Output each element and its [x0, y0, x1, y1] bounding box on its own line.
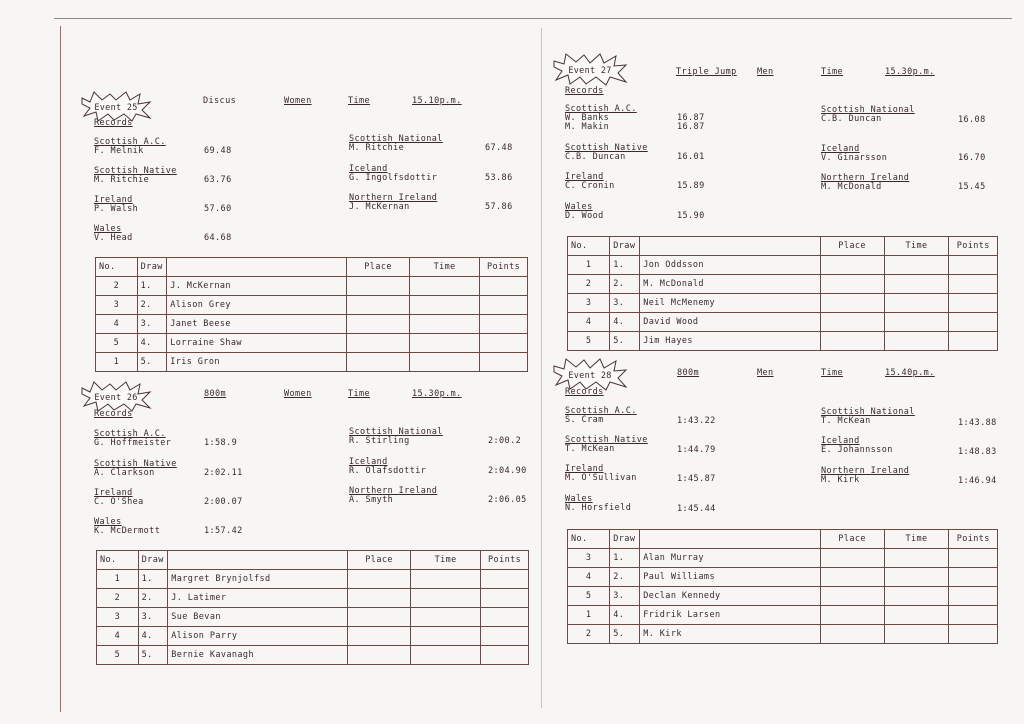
record-holder: M. Makin	[565, 122, 610, 132]
col-no: No.	[97, 551, 139, 570]
event-badge-label: Event 26	[94, 393, 138, 403]
record-value: 1:45.87	[677, 474, 716, 484]
place-cell[interactable]	[820, 606, 884, 625]
record-holder: M. O'Sullivan	[565, 473, 637, 483]
record-value: 1:58.9	[204, 438, 238, 448]
record-title: Scottish Native	[94, 459, 177, 469]
record-value: 1:45.44	[677, 504, 716, 514]
athlete-name: Lorraine Shaw	[167, 334, 347, 353]
points-cell[interactable]	[949, 606, 998, 625]
athlete-draw: 3.	[138, 608, 168, 627]
event-badge	[552, 357, 628, 391]
record-value: 53.86	[485, 173, 513, 183]
record-title: Northern Ireland	[821, 466, 910, 476]
table-row	[568, 294, 998, 313]
record-value: 69.48	[204, 146, 232, 156]
record-holder: C. O'Shea	[94, 497, 144, 507]
athlete-draw: 4.	[137, 334, 167, 353]
record-title: Iceland	[349, 457, 388, 467]
athlete-name: Bernie Kavanagh	[168, 646, 348, 665]
athlete-name: Alan Murray	[640, 549, 820, 568]
record-title: Wales	[94, 224, 122, 234]
table-header-row	[568, 530, 998, 549]
table-row	[97, 627, 529, 646]
record-value: 16.87	[677, 122, 705, 132]
record-value: 57.60	[204, 204, 232, 214]
time-cell[interactable]	[411, 627, 481, 646]
record-value: 15.45	[958, 182, 986, 192]
record-value: 16.70	[958, 153, 986, 163]
time-cell[interactable]	[884, 332, 949, 351]
points-cell[interactable]	[949, 549, 998, 568]
athlete-name: Iris Gron	[167, 353, 347, 372]
record-holder: K. McDermott	[94, 526, 161, 536]
record-title: Scottish A.C.	[565, 406, 637, 416]
athlete-draw: 3.	[137, 315, 167, 334]
record-title: Wales	[94, 517, 122, 527]
time-cell[interactable]	[410, 353, 480, 372]
col-place: Place	[820, 237, 884, 256]
athlete-draw: 5.	[137, 353, 167, 372]
time-cell[interactable]	[884, 606, 949, 625]
event-badge	[80, 380, 152, 412]
record-holder: F. Melnik	[94, 146, 144, 156]
table-row	[97, 589, 529, 608]
record-holder: M. Ritchie	[349, 143, 405, 153]
table-header-row	[568, 237, 998, 256]
record-value: 1:43.22	[677, 416, 716, 426]
table-row	[568, 256, 998, 275]
page-edge-top	[54, 18, 1012, 19]
col-place: Place	[347, 258, 410, 277]
place-cell[interactable]	[820, 313, 884, 332]
table-row	[568, 313, 998, 332]
record-holder: G. Hoffmeister	[94, 438, 172, 448]
col-name	[640, 530, 820, 549]
record-holder: C.B. Duncan	[565, 152, 626, 162]
records-heading: Records	[94, 118, 133, 128]
col-draw: Draw	[610, 237, 640, 256]
points-cell[interactable]	[480, 315, 528, 334]
place-cell[interactable]	[820, 332, 884, 351]
record-value: 1:46.94	[958, 476, 997, 486]
record-title: Scottish A.C.	[94, 429, 166, 439]
time-cell[interactable]	[884, 549, 949, 568]
record-holder: N. Horsfield	[565, 503, 632, 513]
record-value: 67.48	[485, 143, 513, 153]
record-holder: R. Stirling	[349, 436, 410, 446]
athlete-name: M. McDonald	[640, 275, 820, 294]
athlete-draw: 1.	[138, 570, 168, 589]
event-name: 800m	[204, 389, 227, 399]
athlete-draw: 4.	[138, 627, 168, 646]
athlete-draw: 4.	[610, 606, 640, 625]
athlete-no: 1	[568, 256, 610, 275]
col-points: Points	[949, 237, 998, 256]
athlete-draw: 2.	[610, 568, 640, 587]
col-draw: Draw	[138, 551, 168, 570]
place-cell[interactable]	[820, 275, 884, 294]
time-cell[interactable]	[411, 570, 481, 589]
time-cell[interactable]	[411, 646, 481, 665]
col-place: Place	[348, 551, 411, 570]
athlete-no: 2	[96, 277, 138, 296]
time-cell[interactable]	[410, 277, 480, 296]
athlete-no: 5	[96, 334, 138, 353]
record-holder: M. Kirk	[821, 475, 860, 485]
record-title: Iceland	[821, 436, 860, 446]
event-time: 15.10p.m.	[412, 96, 462, 106]
event-name: Discus	[203, 96, 237, 106]
table-row	[568, 332, 998, 351]
event-time-label: Time	[348, 389, 371, 399]
record-holder: W. Banks	[565, 113, 610, 123]
col-draw: Draw	[610, 530, 640, 549]
record-title: Northern Ireland	[349, 486, 438, 496]
time-cell[interactable]	[884, 294, 949, 313]
record-value: 1:48.83	[958, 447, 997, 457]
table-header-row	[97, 551, 529, 570]
event-name: 800m	[677, 368, 700, 378]
points-cell[interactable]	[949, 313, 998, 332]
record-holder: P. Walsh	[94, 204, 139, 214]
records-heading: Records	[565, 86, 604, 96]
records-heading: Records	[94, 409, 133, 419]
points-cell[interactable]	[949, 587, 998, 606]
event-badge	[552, 52, 628, 86]
table-row	[96, 353, 528, 372]
athlete-name: Fridrik Larsen	[640, 606, 820, 625]
time-cell[interactable]	[410, 315, 480, 334]
records-heading: Records	[565, 387, 604, 397]
record-title: Ireland	[94, 195, 133, 205]
athlete-draw: 1.	[610, 256, 640, 275]
record-holder: A. Clarkson	[94, 468, 155, 478]
record-value: 2:00.2	[488, 436, 522, 446]
place-cell[interactable]	[820, 549, 884, 568]
record-holder: E. Johannsson	[821, 445, 893, 455]
centre-fold	[541, 28, 542, 708]
record-holder: T. McKean	[565, 444, 615, 454]
athlete-draw: 2.	[137, 296, 167, 315]
time-cell[interactable]	[884, 568, 949, 587]
record-value: 15.90	[677, 211, 705, 221]
col-draw: Draw	[137, 258, 167, 277]
time-cell[interactable]	[884, 275, 949, 294]
place-cell[interactable]	[820, 587, 884, 606]
place-cell[interactable]	[348, 608, 411, 627]
athlete-no: 4	[568, 568, 610, 587]
record-title: Scottish A.C.	[94, 137, 166, 147]
athlete-no: 4	[96, 315, 138, 334]
athlete-name: Jim Hayes	[640, 332, 820, 351]
athlete-draw: 5.	[138, 646, 168, 665]
athlete-draw: 1.	[610, 549, 640, 568]
table-row	[96, 296, 528, 315]
col-name	[167, 258, 347, 277]
record-holder: M. McDonald	[821, 182, 882, 192]
athlete-draw: 3.	[610, 587, 640, 606]
points-cell[interactable]	[481, 570, 529, 589]
points-cell[interactable]	[480, 334, 528, 353]
points-cell[interactable]	[481, 589, 529, 608]
record-holder: S. Cram	[565, 415, 604, 425]
time-cell[interactable]	[411, 608, 481, 627]
athlete-no: 5	[568, 587, 610, 606]
record-holder: G. Ingolfsdottir	[349, 173, 438, 183]
col-time: Time	[884, 237, 949, 256]
athlete-no: 4	[97, 627, 139, 646]
col-no: No.	[568, 530, 610, 549]
points-cell[interactable]	[949, 256, 998, 275]
col-time: Time	[884, 530, 949, 549]
time-cell[interactable]	[411, 589, 481, 608]
athlete-no: 3	[568, 294, 610, 313]
athlete-no: 1	[97, 570, 139, 589]
record-value: 16.87	[677, 113, 705, 123]
place-cell[interactable]	[348, 646, 411, 665]
record-holder: R. Olafsdottir	[349, 466, 427, 476]
event-time-label: Time	[348, 96, 371, 106]
table-row	[568, 625, 998, 644]
event-time: 15.30p.m.	[412, 389, 462, 399]
record-value: 2:06.05	[488, 495, 527, 505]
col-points: Points	[481, 551, 529, 570]
athlete-name: Janet Beese	[167, 315, 347, 334]
place-cell[interactable]	[347, 315, 410, 334]
place-cell[interactable]	[820, 256, 884, 275]
event-category: Women	[284, 96, 312, 106]
event-badge-label: Event 28	[568, 371, 612, 381]
athlete-draw: 5.	[610, 625, 640, 644]
table-row	[568, 568, 998, 587]
athlete-name: David Wood	[640, 313, 820, 332]
points-cell[interactable]	[481, 627, 529, 646]
points-cell[interactable]	[480, 277, 528, 296]
athlete-name: Paul Williams	[640, 568, 820, 587]
record-holder: V. Head	[94, 233, 133, 243]
col-time: Time	[410, 258, 480, 277]
athlete-name: Declan Kennedy	[640, 587, 820, 606]
athlete-no: 2	[97, 589, 139, 608]
time-cell[interactable]	[884, 256, 949, 275]
points-cell[interactable]	[481, 608, 529, 627]
event-category: Women	[284, 389, 312, 399]
athlete-name: Jon Oddsson	[640, 256, 820, 275]
time-cell[interactable]	[884, 313, 949, 332]
athlete-name: Alison Parry	[168, 627, 348, 646]
results-table	[567, 236, 998, 351]
table-row	[97, 570, 529, 589]
event-name: Triple Jump	[676, 67, 737, 77]
table-header-row	[96, 258, 528, 277]
points-cell[interactable]	[949, 275, 998, 294]
record-title: Northern Ireland	[349, 193, 438, 203]
time-cell[interactable]	[884, 625, 949, 644]
points-cell[interactable]	[481, 646, 529, 665]
record-title: Scottish Native	[94, 166, 177, 176]
athlete-name: J. Latimer	[168, 589, 348, 608]
points-cell[interactable]	[949, 568, 998, 587]
athlete-no: 1	[96, 353, 138, 372]
record-title: Scottish National	[821, 407, 915, 417]
results-table	[567, 529, 998, 644]
place-cell[interactable]	[348, 627, 411, 646]
athlete-name: J. McKernan	[167, 277, 347, 296]
athlete-no: 3	[568, 549, 610, 568]
record-holder: C.B. Duncan	[821, 114, 882, 124]
record-value: 1:57.42	[204, 526, 243, 536]
event-badge-label: Event 27	[568, 66, 612, 76]
record-value: 16.01	[677, 152, 705, 162]
event-time: 15.30p.m.	[885, 67, 935, 77]
record-value: 16.08	[958, 115, 986, 125]
event-name-underline	[203, 96, 236, 106]
points-cell[interactable]	[949, 332, 998, 351]
time-cell[interactable]	[884, 587, 949, 606]
points-cell[interactable]	[480, 296, 528, 315]
col-name	[640, 237, 820, 256]
record-title: Ireland	[565, 172, 604, 182]
athlete-no: 5	[568, 332, 610, 351]
place-cell[interactable]	[347, 277, 410, 296]
page-edge-left	[60, 26, 61, 712]
col-points: Points	[949, 530, 998, 549]
athlete-draw: 4.	[610, 313, 640, 332]
record-value: 2:02.11	[204, 468, 243, 478]
record-holder: T. McKean	[821, 416, 871, 426]
table-row	[97, 608, 529, 627]
table-row	[568, 549, 998, 568]
record-title: Iceland	[821, 144, 860, 154]
table-row	[568, 606, 998, 625]
points-cell[interactable]	[949, 294, 998, 313]
record-value: 15.89	[677, 181, 705, 191]
event-time: 15.40p.m.	[885, 368, 935, 378]
record-value: 64.68	[204, 233, 232, 243]
place-cell[interactable]	[347, 296, 410, 315]
event-time-label: Time	[821, 67, 844, 77]
record-title: Scottish National	[821, 105, 915, 115]
athlete-no: 3	[96, 296, 138, 315]
athlete-name: Sue Bevan	[168, 608, 348, 627]
athlete-draw: 3.	[610, 294, 640, 313]
record-value: 1:44.79	[677, 445, 716, 455]
table-row	[568, 587, 998, 606]
record-title: Scottish National	[349, 134, 443, 144]
record-holder: J. McKernan	[349, 202, 410, 212]
record-title: Northern Ireland	[821, 173, 910, 183]
record-title: Scottish Native	[565, 143, 648, 153]
record-holder: V. Ginarsson	[821, 153, 888, 163]
record-value: 1:43.88	[958, 418, 997, 428]
record-title: Scottish Native	[565, 435, 648, 445]
results-table	[96, 550, 529, 665]
athlete-no: 1	[568, 606, 610, 625]
athlete-name: Neil McMenemy	[640, 294, 820, 313]
record-title: Scottish National	[349, 427, 443, 437]
place-cell[interactable]	[348, 589, 411, 608]
athlete-no: 4	[568, 313, 610, 332]
athlete-name: Margret Brynjolfsd	[168, 570, 348, 589]
event-badge-label: Event 25	[94, 103, 138, 113]
record-value: 57.86	[485, 202, 513, 212]
record-value: 63.76	[204, 175, 232, 185]
col-place: Place	[820, 530, 884, 549]
record-value: 2:00.07	[204, 497, 243, 507]
athlete-draw: 2.	[610, 275, 640, 294]
record-title: Wales	[565, 494, 593, 504]
athlete-no: 2	[568, 275, 610, 294]
athlete-name: M. Kirk	[640, 625, 820, 644]
col-time: Time	[411, 551, 481, 570]
place-cell[interactable]	[820, 294, 884, 313]
table-row	[96, 315, 528, 334]
place-cell[interactable]	[820, 568, 884, 587]
place-cell[interactable]	[347, 334, 410, 353]
col-no: No.	[568, 237, 610, 256]
record-holder: A. Smyth	[349, 495, 394, 505]
record-value: 2:04.90	[488, 466, 527, 476]
record-title: Scottish A.C.	[565, 104, 637, 114]
table-row	[97, 646, 529, 665]
col-name	[168, 551, 348, 570]
col-points: Points	[480, 258, 528, 277]
table-row	[96, 334, 528, 353]
athlete-no: 2	[568, 625, 610, 644]
record-holder: C. Cronin	[565, 181, 615, 191]
place-cell[interactable]	[820, 625, 884, 644]
event-category: Men	[757, 67, 774, 77]
athlete-draw: 5.	[610, 332, 640, 351]
record-title: Wales	[565, 202, 593, 212]
athlete-draw: 1.	[137, 277, 167, 296]
time-cell[interactable]	[410, 334, 480, 353]
results-table	[95, 257, 528, 372]
athlete-draw: 2.	[138, 589, 168, 608]
record-title: Ireland	[94, 488, 133, 498]
time-cell[interactable]	[410, 296, 480, 315]
place-cell[interactable]	[348, 570, 411, 589]
col-no: No.	[96, 258, 138, 277]
event-time-label: Time	[821, 368, 844, 378]
event-category: Men	[757, 368, 774, 378]
table-row	[568, 275, 998, 294]
points-cell[interactable]	[480, 353, 528, 372]
record-title: Ireland	[565, 464, 604, 474]
table-row	[96, 277, 528, 296]
record-holder: M. Ritchie	[94, 175, 150, 185]
place-cell[interactable]	[347, 353, 410, 372]
athlete-no: 5	[97, 646, 139, 665]
record-holder: D. Wood	[565, 211, 604, 221]
points-cell[interactable]	[949, 625, 998, 644]
athlete-no: 3	[97, 608, 139, 627]
athlete-name: Alison Grey	[167, 296, 347, 315]
record-title: Iceland	[349, 164, 388, 174]
